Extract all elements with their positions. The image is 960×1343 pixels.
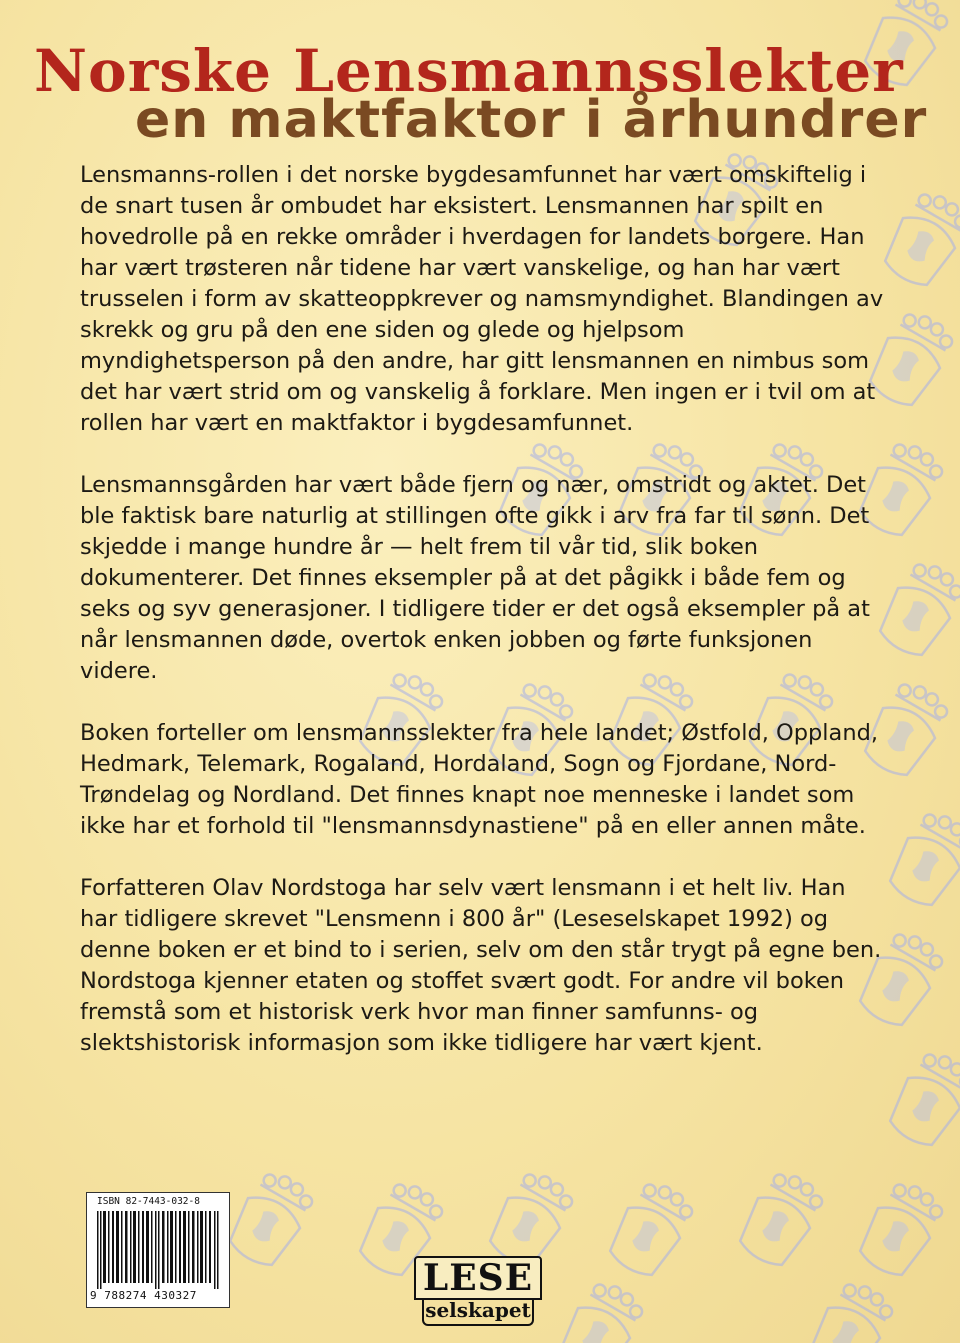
isbn-barcode xyxy=(86,1192,230,1308)
publisher-logo-bottom: selskapet xyxy=(422,1298,534,1326)
blurb-paragraph: Forfatteren Olav Nordstoga har selv vært lensmann i et helt liv. Han har tidligere skrevet "Lensmenn i 800 år" (Leseselskapet 1992) og denne boken er et bind to i serien, selv om den står trygt på egne ben. Nordstoga kjenner etaten og stoffet svært godt. For andre vil boken fremstå som et historisk verk hvor man finner samfunns- og slektshistorisk informasjon som ikke tidligere har vært kjent. xyxy=(80,875,882,1056)
publisher-logo-top: LESE xyxy=(414,1256,542,1300)
blurb-paragraph: Lensmanns-rollen i det norske bygdesamfunnet har vært omskiftelig i de snart tusen år ombudet har eksistert. Lensmannen har spilt en hovedrolle på en rekke områder i hverdagen for landets borgere. Han har vært trøsteren når tidene har vært vanskelige, og han har vært trusselen i form av skatteoppkrever og namsmyndighet. Blandingen av skrekk og gru på den ene siden og glede og hjelpsom myndighetsperson på den andre, har gitt lensmannen en nimbus som det har vært strid om og vanskelig å forklare. Men ingen er i tvil om at rollen har vært en maktfaktor i bygdesamfunnet. xyxy=(80,162,884,436)
blurb-paragraph: Boken forteller om lensmannsslekter fra hele landet; Østfold, Oppland, Hedmark, Telemark, Rogaland, Hordaland, Sogn og Fjordane, Nord-Trøndelag og Nordland. Det finnes knapt noe menneske i landet som ikke har et forhold til "lensmannsdynastiene" på en eller annen måte. xyxy=(80,720,879,839)
book-title: Norske Lensmannsslekter xyxy=(34,37,904,105)
barcode-digits: 9 788274 430327 xyxy=(90,1289,197,1302)
blurb xyxy=(80,160,888,1090)
barcode-bars xyxy=(95,1211,221,1289)
publisher-logo xyxy=(414,1256,542,1328)
book-subtitle: en maktfaktor i århundrer xyxy=(135,90,928,150)
blurb-paragraph: Lensmannsgården har vært både fjern og nær, omstridt og aktet. Det ble faktisk bare naturlig at stillingen ofte gikk i arv fra far til sønn. Det skjedde i mange hundre år — helt frem til vår tid, slik boken dokumenterer. Det finnes eksempler på at det pågikk i både fem og seks og syv generasjoner. I tidligere tider er det også eksempler på at når lensmannen døde, overtok enken jobben og førte funksjonen videre. xyxy=(80,472,870,684)
isbn-label: ISBN 82-7443-032-8 xyxy=(97,1196,200,1207)
